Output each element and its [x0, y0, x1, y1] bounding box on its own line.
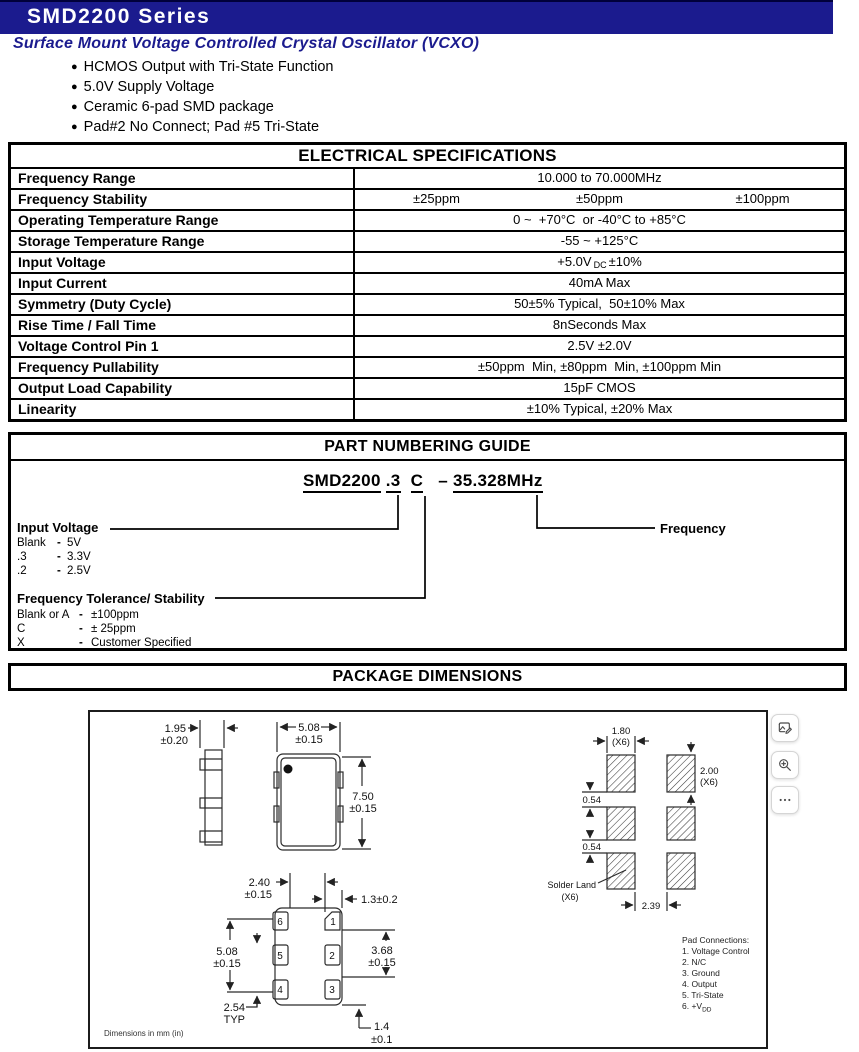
- dim-land-width: [593, 726, 649, 753]
- frequency-label: Frequency: [660, 521, 726, 536]
- svg-text:2. N/C: 2. N/C: [682, 957, 707, 967]
- table-row: Output Load Capability 15pF CMOS: [11, 377, 844, 398]
- edit-image-button[interactable]: [771, 714, 799, 742]
- section-title: PART NUMBERING GUIDE: [11, 435, 844, 461]
- svg-text:(X6): (X6): [561, 892, 579, 902]
- table-row: Input Voltage +5.0V $_{DC}$ ±10%: [11, 251, 844, 272]
- svg-text:1.4: 1.4: [374, 1021, 390, 1033]
- svg-text:2.39: 2.39: [641, 901, 661, 912]
- table-row: Frequency Stability ±25ppm ±50ppm ±100ppm: [11, 188, 844, 209]
- svg-text:6: 6: [277, 917, 283, 928]
- bottom-view: [273, 908, 342, 1005]
- svg-text:±0.15: ±0.15: [349, 803, 377, 815]
- svg-text:5.08: 5.08: [298, 722, 320, 734]
- subscript-vdd: DD: [702, 1006, 712, 1014]
- tolerance-options: Blank or A - ±100ppm C - ± 25ppm X - Customer Specified: [17, 609, 192, 649]
- table-row: Frequency Range 10.000 to 70.000MHz: [11, 167, 844, 188]
- ellipsis-icon: [777, 792, 793, 808]
- table-row: Rise Time / Fall Time 8nSeconds Max: [11, 314, 844, 335]
- feature-item: ● HCMOS Output with Tri-State Function: [71, 59, 334, 75]
- svg-text:±0.15: ±0.15: [295, 734, 323, 746]
- title-bar: [0, 0, 833, 34]
- table-row: Input Current 40mA Max: [11, 272, 844, 293]
- svg-text:±0.15: ±0.15: [368, 957, 396, 969]
- image-edit-icon: [777, 720, 793, 736]
- dim-land-col-gap: [621, 892, 681, 912]
- svg-text:(X6): (X6): [700, 777, 718, 788]
- part-number-example: [303, 471, 543, 491]
- input-voltage-label: Input Voltage: [17, 520, 99, 535]
- table-title: ELECTRICAL SPECIFICATIONS: [298, 146, 557, 165]
- pad-connections: [682, 935, 750, 1014]
- dim-pad-edge: [342, 1005, 392, 1046]
- svg-text:6. +VDD: 6. $+V_{DD}$: [682, 1001, 712, 1014]
- electrical-specifications-table: [8, 142, 847, 422]
- table-row: Voltage Control Pin 1 2.5V ±2.0V: [11, 335, 844, 356]
- dim-side-width: [161, 720, 238, 748]
- dim-pad-span-right: [342, 930, 396, 977]
- pn-tolerance: C: [411, 471, 424, 493]
- pn-frequency: 35.328MHz: [453, 471, 543, 493]
- svg-text:Solder Land: Solder Land: [547, 880, 596, 890]
- dim-body-height: [342, 757, 377, 849]
- package-dimensions-title: PACKAGE DIMENSIONS: [8, 663, 847, 691]
- table-row: Storage Temperature Range -55 ~ +125°C: [11, 230, 844, 251]
- svg-text:0.54: 0.54: [582, 842, 601, 853]
- svg-text:5. Tri-State: 5. Tri-State: [682, 990, 724, 1000]
- table-row: Symmetry (Duty Cycle) 50±5% Typical, 50±10% Max: [11, 293, 844, 314]
- feature-item: ● 5.0V Supply Voltage: [71, 79, 215, 95]
- magnifier-plus-icon: [777, 757, 793, 773]
- input-voltage-options: Blank - 5V .3 - 3.3V .2 - 2.5V: [17, 537, 91, 577]
- svg-text:Pad Connections:: Pad Connections:: [682, 935, 750, 945]
- pin1-dot: [284, 765, 293, 774]
- svg-text:1.3±0.2: 1.3±0.2: [361, 894, 398, 906]
- svg-text:2.40: 2.40: [248, 877, 270, 889]
- dimensions-footnote: Dimensions in mm (in): [104, 1029, 184, 1038]
- side-view: [200, 750, 222, 845]
- svg-text:5.08: 5.08: [216, 946, 238, 958]
- subtitle: Surface Mount Voltage Controlled Crystal Oscillator (VCXO): [13, 35, 480, 52]
- bullet-icon: ●: [71, 81, 78, 93]
- top-view: [274, 754, 343, 850]
- svg-text:1: 1: [330, 917, 336, 928]
- svg-text:3.68: 3.68: [371, 945, 393, 957]
- part-numbering-guide: [8, 432, 847, 651]
- dim-land-gaps: [582, 783, 607, 862]
- package-drawing: [88, 710, 768, 1049]
- svg-text:TYP: TYP: [223, 1014, 245, 1026]
- tolerance-label: Frequency Tolerance/ Stability: [17, 591, 205, 606]
- pn-base: SMD2200: [303, 471, 381, 493]
- pn-voltage: .3: [386, 471, 401, 493]
- svg-text:0.54: 0.54: [582, 795, 601, 806]
- svg-text:2: 2: [329, 951, 335, 962]
- subscript-dc: DC: [593, 260, 607, 270]
- svg-text:4: 4: [277, 985, 283, 996]
- bullet-icon: ●: [71, 101, 78, 113]
- dim-pad-offset: [245, 873, 338, 912]
- svg-text:±0.15: ±0.15: [213, 958, 241, 970]
- svg-text:1.80: 1.80: [611, 726, 631, 737]
- svg-text:3. Ground: 3. Ground: [682, 968, 720, 978]
- svg-text:5: 5: [277, 951, 283, 962]
- svg-text:±0.20: ±0.20: [160, 735, 188, 747]
- svg-text:4. Output: 4. Output: [682, 979, 717, 989]
- table-row: Frequency Pullability ±50ppm Min, ±80ppm Min, ±100ppm Min: [11, 356, 844, 377]
- zoom-image-button[interactable]: [771, 751, 799, 779]
- bullet-icon: ●: [71, 121, 78, 133]
- dim-body-width: [277, 722, 340, 752]
- bullet-icon: ●: [71, 61, 78, 73]
- svg-text:2.54: 2.54: [223, 1002, 245, 1014]
- table-row: Linearity ±10% Typical, ±20% Max: [11, 398, 844, 419]
- package-drawing-svg: [90, 712, 766, 1047]
- svg-text:2.00: 2.00: [700, 766, 719, 777]
- feature-item: ● Pad#2 No Connect; Pad #5 Tri-State: [71, 119, 320, 135]
- page-title: SMD2200 Series: [27, 5, 211, 28]
- pn-dash: –: [438, 471, 448, 490]
- feature-item: ● Ceramic 6-pad SMD package: [71, 99, 274, 115]
- svg-text:1.95: 1.95: [164, 723, 186, 735]
- svg-text:(X6): (X6): [612, 737, 630, 748]
- dim-pad-span-left: [213, 919, 273, 992]
- svg-text:±0.1: ±0.1: [371, 1034, 393, 1046]
- svg-text:±0.15: ±0.15: [244, 889, 272, 901]
- more-options-button[interactable]: [771, 786, 799, 814]
- svg-text:1. Voltage Control: 1. Voltage Control: [682, 946, 750, 956]
- svg-text:7.50: 7.50: [352, 791, 374, 803]
- feature-list: [71, 57, 333, 137]
- dim-pad-pitch: [224, 996, 257, 1026]
- table-row: Operating Temperature Range 0 ~ +70°C or -40°C to +85°C: [11, 209, 844, 230]
- svg-text:3: 3: [329, 985, 335, 996]
- solder-land-pattern: [607, 755, 695, 889]
